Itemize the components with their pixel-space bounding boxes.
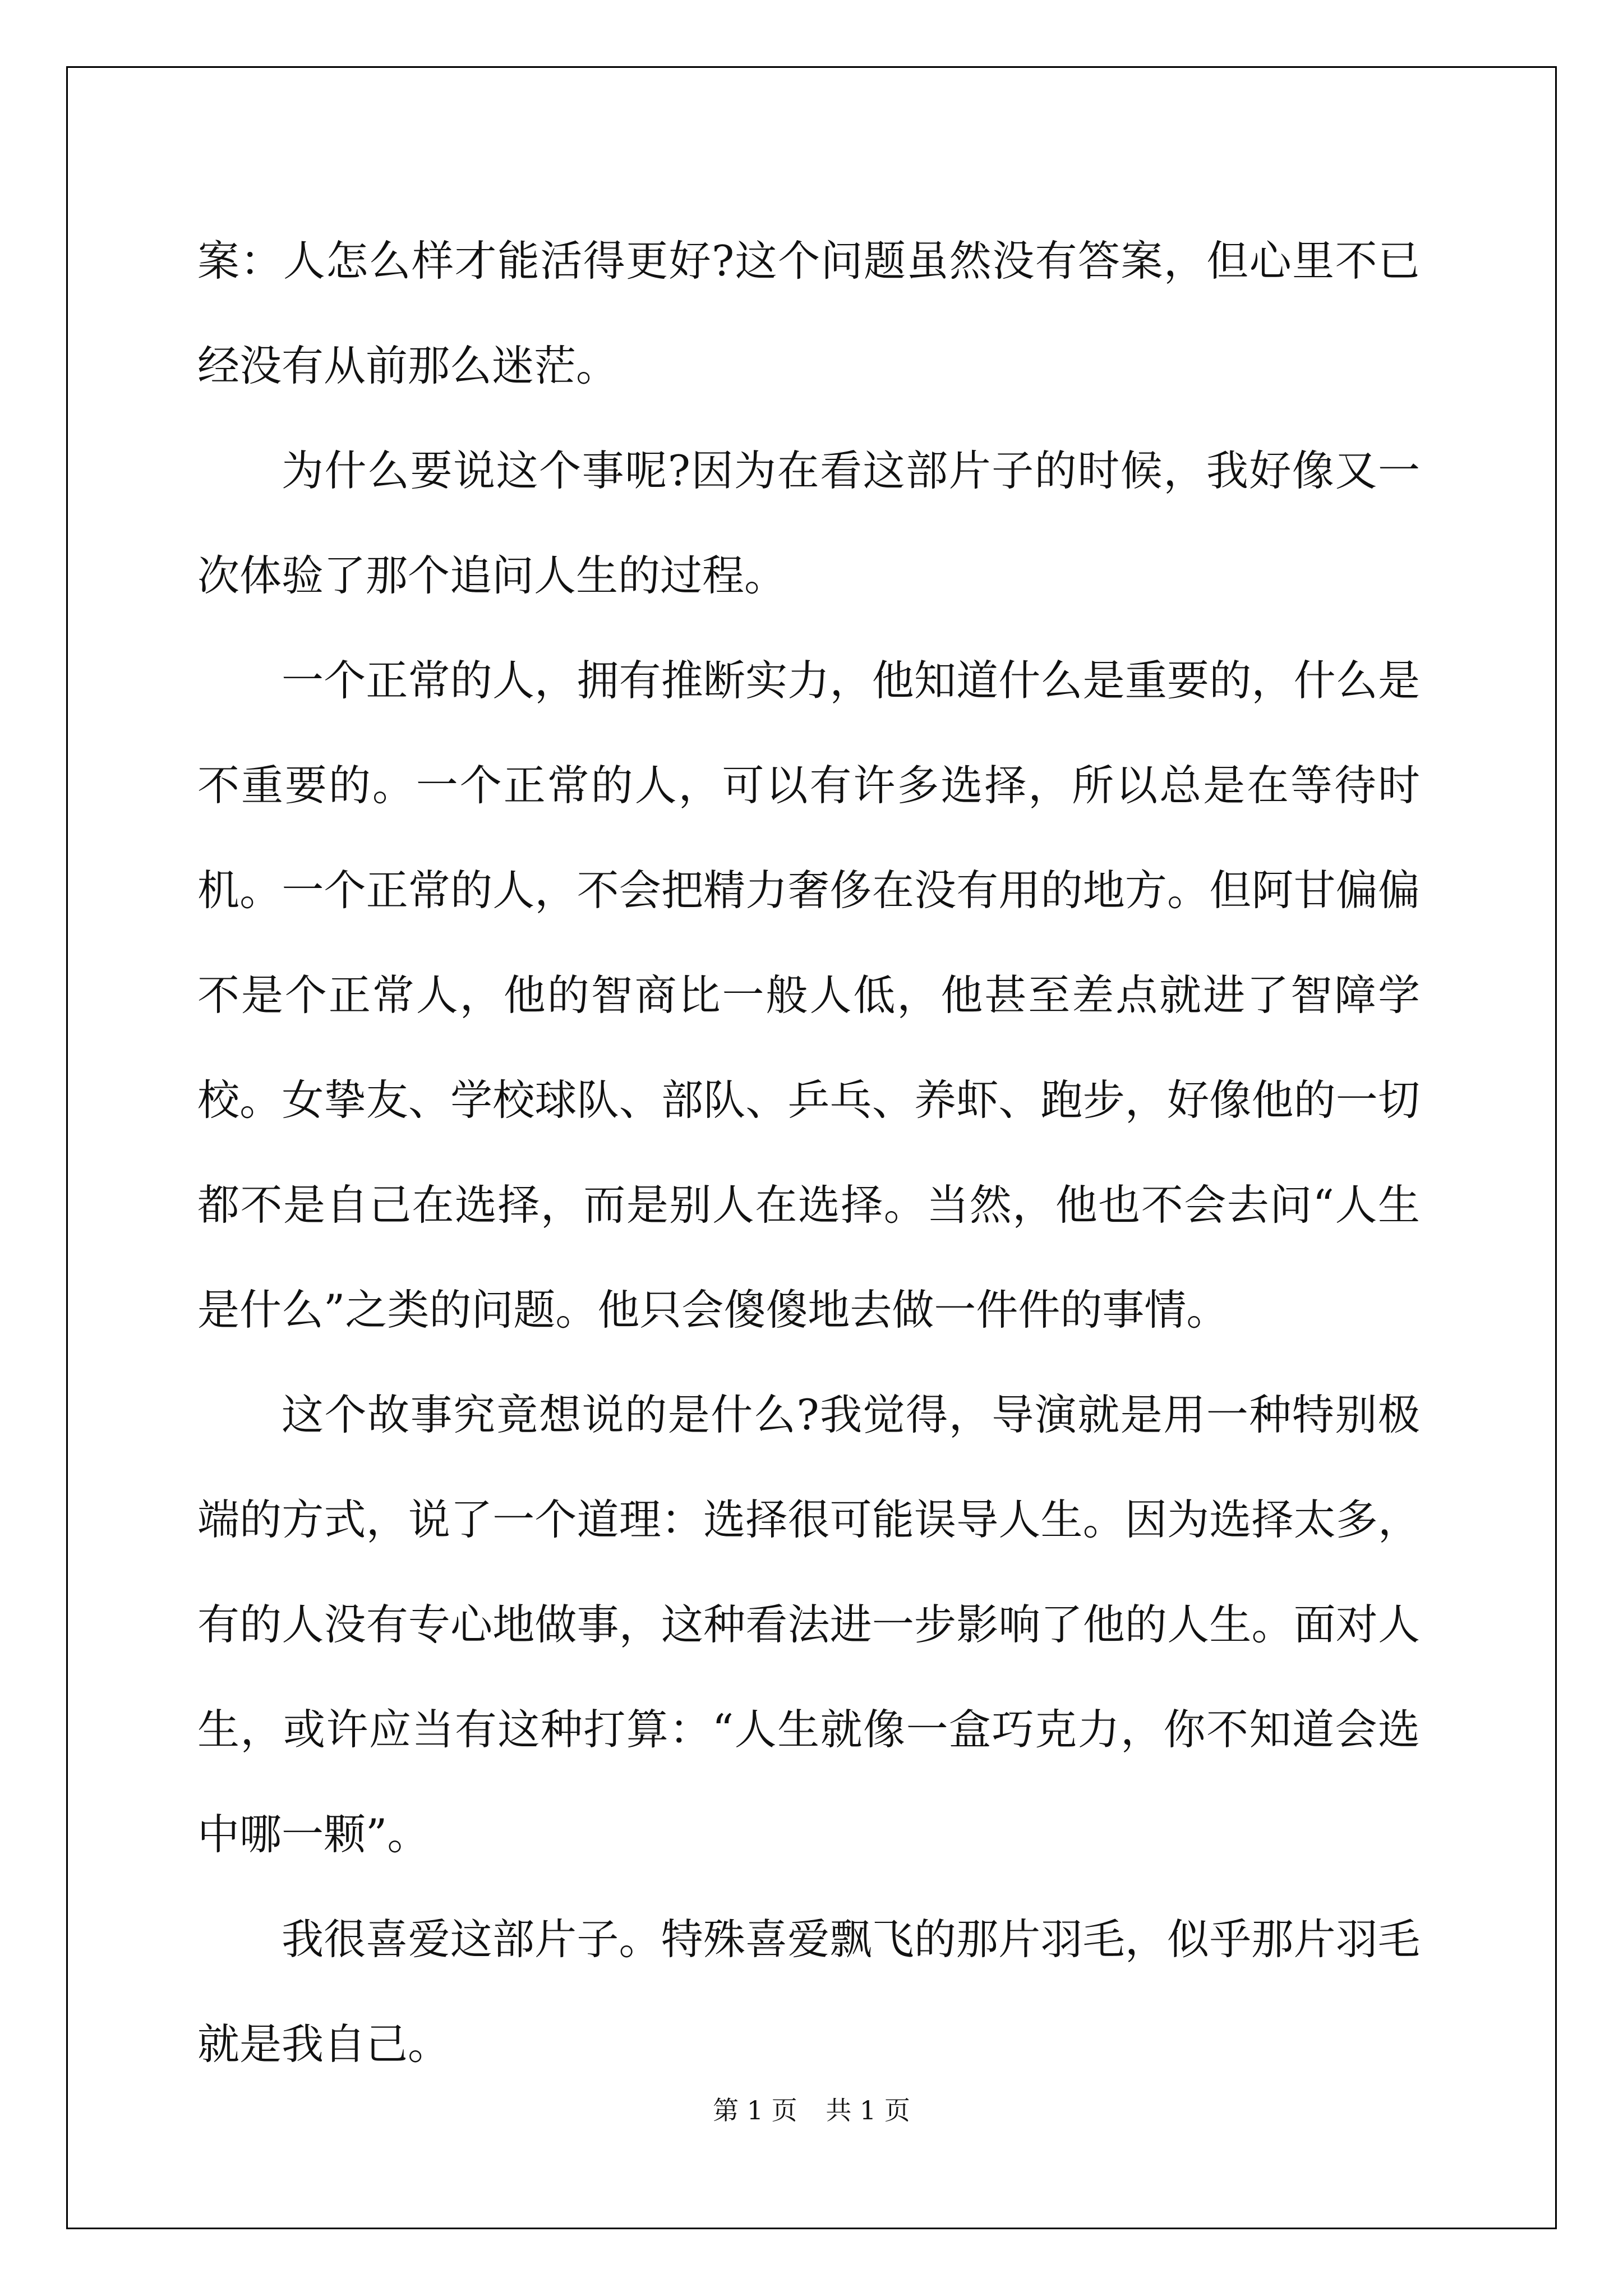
- paragraph-4: 这个故事究竟想说的是什么?我觉得，导演就是用一种特别极端的方式，说了一个道理：选择很可能误导人生。因为选择太多，有的人没有专心地做事，这种看法进一步影响了他的人生。面对人生，或许应当有这种打算：“人生就像一盒巧克力，你不知道会选中哪一颗”。: [197, 1390, 1420, 1859]
- page-number: 第 1 页: [713, 2095, 797, 2125]
- paragraph-2: 为什么要说这个事呢?因为在看这部片子的时候，我好像又一次体验了那个追问人生的过程。: [197, 446, 1420, 600]
- page-total: 共 1 页: [826, 2095, 910, 2125]
- document-body: [197, 209, 1420, 2097]
- paragraph-5: 我很喜爱这部片子。特殊喜爱飘飞的那片羽毛，似乎那片羽毛就是我自己。: [197, 1915, 1420, 2069]
- paragraph-3: 一个正常的人，拥有推断实力，他知道什么是重要的，什么是不重要的。一个正常的人，可以有许多选择，所以总是在等待时机。一个正常的人，不会把精力奢侈在没有用的地方。但阿甘偏偏不是个正常人，他的智商比一般人低，他甚至差点就进了智障学校。女挚友、学校球队、部队、乒乓、养虾、跑步，好像他的一切都不是自己在选择，而是别人在选择。当然，他也不会去问“人生是什么”之类的问题。他只会傻傻地去做一件件的事情。: [197, 656, 1420, 1335]
- paragraph-1: 案：人怎么样才能活得更好?这个问题虽然没有答案，但心里不已经没有从前那么迷茫。: [197, 236, 1420, 390]
- page-footer: [0, 2093, 1623, 2127]
